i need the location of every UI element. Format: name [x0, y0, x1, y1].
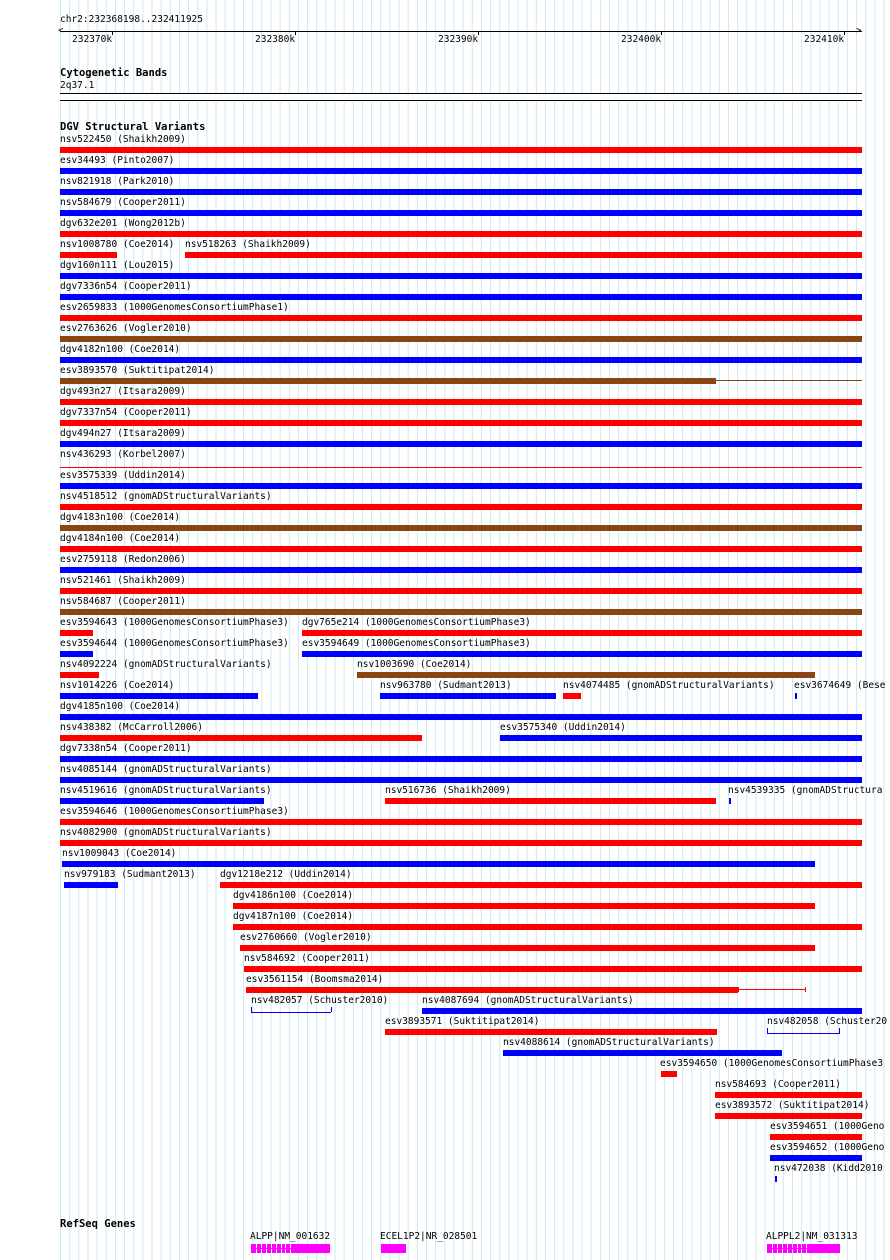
gene-exon[interactable] — [783, 1244, 787, 1253]
variant-label: dgv7338n54 (Cooper2011) — [60, 743, 192, 754]
variant-bar[interactable] — [60, 609, 862, 615]
ruler-tick-label: 232380k — [255, 34, 296, 45]
variant-label: nsv516736 (Shaikh2009) — [385, 785, 511, 796]
variant-bar[interactable] — [500, 735, 862, 741]
variant-label: esv3575339 (Uddin2014) — [60, 470, 186, 481]
variant-bar[interactable] — [60, 840, 862, 846]
variant-bar[interactable] — [60, 735, 422, 741]
variant-bar[interactable] — [60, 273, 862, 279]
ruler-tick-label: 232410k — [804, 34, 845, 45]
variant-label: nsv472038 (Kidd2010 — [774, 1163, 883, 1174]
variant-label: nsv482058 (Schuster20 — [767, 1016, 888, 1027]
variant-bar[interactable] — [60, 189, 862, 195]
gene-exon[interactable] — [257, 1244, 261, 1253]
variant-label: esv3594650 (1000GenomesConsortiumPhase3 — [660, 1058, 884, 1069]
variant-label: esv3594643 (1000GenomesConsortiumPhase3) — [60, 617, 289, 628]
variant-label: nsv821918 (Park2010) — [60, 176, 175, 187]
variant-bar[interactable] — [60, 504, 862, 510]
variant-label: esv3561154 (Boomsma2014) — [246, 974, 384, 985]
variant-bar[interactable] — [233, 903, 815, 909]
variant-label: dgv4183n100 (Coe2014) — [60, 512, 181, 523]
variant-bar[interactable] — [62, 861, 815, 867]
variant-end-cap — [331, 1007, 332, 1012]
variant-label: dgv7336n54 (Cooper2011) — [60, 281, 192, 292]
variant-bar-extension[interactable] — [716, 380, 862, 381]
variant-bar[interactable] — [220, 882, 862, 888]
variant-bar-extension[interactable] — [738, 989, 806, 990]
variant-bar[interactable] — [795, 693, 797, 699]
variant-bar[interactable] — [60, 483, 862, 489]
gene-exon[interactable] — [793, 1244, 797, 1253]
gene-exon[interactable] — [381, 1244, 406, 1253]
variant-bar[interactable] — [503, 1050, 782, 1056]
ruler-tick-label: 232390k — [438, 34, 479, 45]
variant-bar[interactable] — [60, 651, 93, 657]
variant-bar[interactable] — [380, 693, 556, 699]
gene-label[interactable]: ALPPL2|NM_031313 — [766, 1231, 858, 1242]
variant-label: esv3893570 (Suktitipat2014) — [60, 365, 215, 376]
ruler-tick — [295, 31, 296, 35]
variant-label: nsv4518512 (gnomADStructuralVariants) — [60, 491, 272, 502]
gene-label[interactable]: ALPP|NM_001632 — [250, 1231, 331, 1242]
ruler-tick — [478, 31, 479, 35]
gene-exon[interactable] — [262, 1244, 266, 1253]
variant-bar[interactable] — [240, 945, 815, 951]
variant-bar[interactable] — [60, 441, 862, 447]
variant-bar[interactable] — [185, 252, 862, 258]
ruler-tick — [661, 31, 662, 35]
variant-label: esv2759118 (Redon2006) — [60, 554, 186, 565]
variant-bar[interactable] — [715, 1113, 862, 1119]
variant-label: esv3594649 (1000GenomesConsortiumPhase3) — [302, 638, 531, 649]
variant-bar[interactable] — [233, 924, 862, 930]
gene-exon[interactable] — [807, 1244, 840, 1253]
variant-bar[interactable] — [60, 168, 862, 174]
position-label: chr2:232368198..232411925 — [60, 14, 203, 25]
variant-label: esv3594651 (1000Geno — [770, 1121, 885, 1132]
variant-bar[interactable] — [60, 420, 862, 426]
variant-label: dgv4184n100 (Coe2014) — [60, 533, 181, 544]
variant-label: dgv4182n100 (Coe2014) — [60, 344, 181, 355]
variant-label: nsv4519616 (gnomADStructuralVariants) — [60, 785, 272, 796]
variant-bar[interactable] — [60, 357, 862, 363]
variant-bar[interactable] — [246, 987, 738, 993]
gene-label[interactable]: ECEL1P2|NR_028501 — [380, 1231, 478, 1242]
variant-label: esv3893571 (Suktitipat2014) — [385, 1016, 540, 1027]
variant-bar[interactable] — [60, 399, 862, 405]
cytoband-name: 2q37.1 — [60, 80, 95, 91]
ruler-tick — [844, 31, 845, 35]
variant-label: nsv1008780 (Coe2014) — [60, 239, 175, 250]
variant-label: dgv493n27 (Itsara2009) — [60, 386, 186, 397]
variant-label: dgv160n111 (Lou2015) — [60, 260, 175, 271]
variant-bar[interactable] — [729, 798, 731, 804]
variant-bar[interactable] — [60, 630, 93, 636]
gene-exon[interactable] — [773, 1244, 777, 1253]
variant-bar[interactable] — [60, 210, 862, 216]
variant-label: nsv4082900 (gnomADStructuralVariants) — [60, 827, 272, 838]
variant-label: nsv584693 (Cooper2011) — [715, 1079, 841, 1090]
variant-label: esv2760660 (Vogler2010) — [240, 932, 372, 943]
variant-bar[interactable] — [775, 1176, 777, 1182]
variant-bar[interactable] — [64, 882, 118, 888]
variant-end-cap — [839, 1028, 840, 1033]
variant-label: dgv7337n54 (Cooper2011) — [60, 407, 192, 418]
variant-bar[interactable] — [60, 672, 99, 678]
variant-bar[interactable] — [60, 252, 117, 258]
variant-end-cap — [738, 987, 739, 992]
variant-bar[interactable] — [244, 966, 862, 972]
variant-label: nsv438382 (McCarroll2006) — [60, 722, 203, 733]
ruler-tick — [112, 31, 113, 35]
variant-bar[interactable] — [60, 378, 716, 384]
variant-bar[interactable] — [302, 630, 862, 636]
gene-exon[interactable] — [802, 1244, 806, 1253]
variant-end-cap — [251, 1007, 252, 1012]
gene-exon[interactable] — [788, 1244, 792, 1253]
refseq-track-title[interactable]: RefSeq Genes — [60, 1218, 136, 1230]
gene-exon[interactable] — [277, 1244, 281, 1253]
variant-bar[interactable] — [385, 798, 716, 804]
ruler-left-arrow: < — [58, 26, 64, 36]
variant-bar[interactable] — [563, 693, 581, 699]
variant-label: esv3594644 (1000GenomesConsortiumPhase3) — [60, 638, 289, 649]
variant-bar[interactable] — [60, 546, 862, 552]
variant-label: esv3674649 (Bese — [794, 680, 886, 691]
gene-exon[interactable] — [282, 1244, 285, 1253]
variant-label: dgv1218e212 (Uddin2014) — [220, 869, 352, 880]
variant-label: esv3575340 (Uddin2014) — [500, 722, 626, 733]
variant-bar[interactable] — [661, 1071, 677, 1077]
variant-bar[interactable] — [302, 651, 862, 657]
variant-label: nsv584692 (Cooper2011) — [244, 953, 370, 964]
variant-label: dgv4185n100 (Coe2014) — [60, 701, 181, 712]
ruler-axis — [60, 31, 862, 32]
gene-exon[interactable] — [267, 1244, 271, 1253]
variant-label: nsv4092224 (gnomADStructuralVariants) — [60, 659, 272, 670]
variant-bar[interactable] — [60, 147, 862, 153]
variant-label: nsv4074485 (gnomADStructuralVariants) — [563, 680, 775, 691]
variant-label: nsv584679 (Cooper2011) — [60, 197, 186, 208]
variant-label: nsv521461 (Shaikh2009) — [60, 575, 186, 586]
variant-bar[interactable] — [60, 714, 862, 720]
variant-bar[interactable] — [715, 1092, 862, 1098]
gene-exon[interactable] — [778, 1244, 782, 1253]
variant-label: nsv522450 (Shaikh2009) — [60, 134, 186, 145]
variant-label: esv2763626 (Vogler2010) — [60, 323, 192, 334]
variant-bar[interactable] — [60, 819, 862, 825]
cytoband-bar[interactable] — [60, 93, 862, 101]
variant-label: dgv4186n100 (Coe2014) — [233, 890, 354, 901]
ruler-tick-label: 232400k — [621, 34, 662, 45]
variant-label: dgv494n27 (Itsara2009) — [60, 428, 186, 439]
variant-label: esv3893572 (Suktitipat2014) — [715, 1100, 870, 1111]
variant-bar[interactable] — [385, 1029, 717, 1035]
variant-label: nsv4085144 (gnomADStructuralVariants) — [60, 764, 272, 775]
gene-exon[interactable] — [291, 1244, 330, 1253]
variant-label: dgv4187n100 (Coe2014) — [233, 911, 354, 922]
variant-bar[interactable] — [60, 336, 862, 342]
ruler-tick-label: 232370k — [72, 34, 113, 45]
dgv-track-title[interactable]: DGV Structural Variants — [60, 121, 206, 133]
variant-label: esv34493 (Pinto2007) — [60, 155, 175, 166]
variant-bar[interactable] — [60, 467, 862, 468]
gene-exon[interactable] — [767, 1244, 772, 1253]
variant-bar[interactable] — [60, 231, 862, 237]
variant-bar[interactable] — [60, 693, 258, 699]
variant-bar[interactable] — [60, 798, 264, 804]
variant-label: dgv765e214 (1000GenomesConsortiumPhase3) — [302, 617, 531, 628]
variant-label: nsv1003690 (Coe2014) — [357, 659, 472, 670]
variant-bar[interactable] — [60, 756, 862, 762]
variant-bar[interactable] — [60, 315, 862, 321]
variant-label: nsv482057 (Schuster2010) — [251, 995, 389, 1006]
gene-exon[interactable] — [251, 1244, 256, 1253]
variant-bar[interactable] — [60, 567, 862, 573]
variant-bar[interactable] — [357, 672, 815, 678]
variant-end-cap — [767, 1028, 768, 1033]
variant-label: nsv1014226 (Coe2014) — [60, 680, 175, 691]
variant-bar[interactable] — [60, 294, 862, 300]
variant-bar[interactable] — [770, 1155, 862, 1161]
variant-label: nsv4539335 (gnomADStructura — [728, 785, 883, 796]
variant-bar[interactable] — [770, 1134, 862, 1140]
variant-bar[interactable] — [60, 525, 862, 531]
variant-bar[interactable] — [422, 1008, 862, 1014]
variant-label: nsv4087694 (gnomADStructuralVariants) — [422, 995, 634, 1006]
variant-label: nsv4088614 (gnomADStructuralVariants) — [503, 1037, 715, 1048]
variant-label: nsv436293 (Korbel2007) — [60, 449, 186, 460]
variant-bar[interactable] — [767, 1033, 840, 1034]
variant-label: esv2659833 (1000GenomesConsortiumPhase1) — [60, 302, 289, 313]
ruler-right-arrow: > — [856, 26, 862, 36]
variant-bar[interactable] — [60, 588, 862, 594]
variant-label: nsv584687 (Cooper2011) — [60, 596, 186, 607]
variant-end-cap — [805, 987, 806, 992]
gene-exon[interactable] — [286, 1244, 290, 1253]
variant-bar[interactable] — [251, 1012, 331, 1013]
variant-label: nsv963780 (Sudmant2013) — [380, 680, 512, 691]
cytoband-track-title[interactable]: Cytogenetic Bands — [60, 67, 168, 79]
variant-label: nsv1009043 (Coe2014) — [62, 848, 177, 859]
gene-exon[interactable] — [798, 1244, 801, 1253]
variant-bar[interactable] — [60, 777, 862, 783]
gene-exon[interactable] — [272, 1244, 276, 1253]
variant-label: dgv632e201 (Wong2012b) — [60, 218, 186, 229]
variant-label: nsv518263 (Shaikh2009) — [185, 239, 311, 250]
variant-label: esv3594646 (1000GenomesConsortiumPhase3) — [60, 806, 289, 817]
variant-label: esv3594652 (1000Geno — [770, 1142, 885, 1153]
variant-label: nsv979183 (Sudmant2013) — [64, 869, 196, 880]
